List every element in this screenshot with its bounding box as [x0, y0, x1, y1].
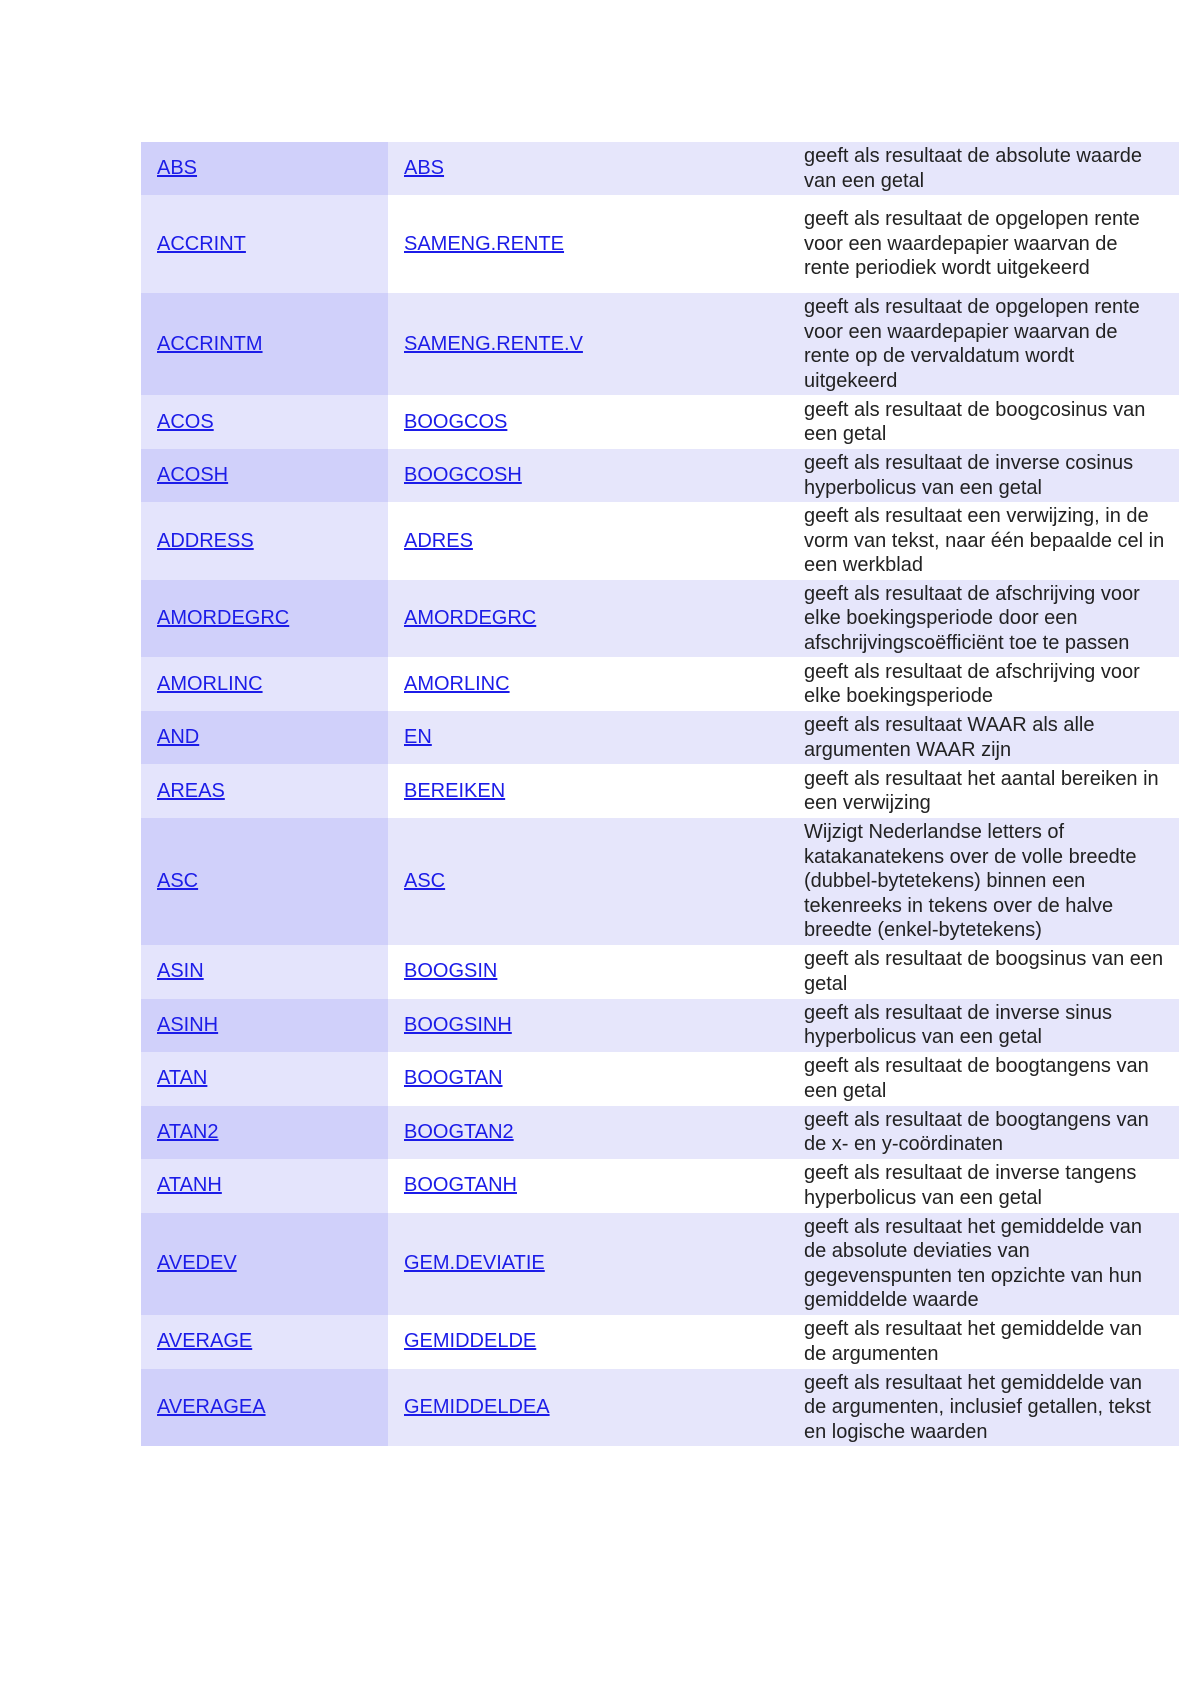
english-name-cell	[141, 195, 388, 293]
table-row	[141, 1106, 1179, 1159]
function-description: geeft als resultaat de absolute waarde van een getal	[804, 145, 1142, 192]
dutch-name-cell	[388, 580, 788, 658]
table-row	[141, 1213, 1179, 1315]
table-row	[141, 711, 1179, 764]
english-name-cell	[141, 818, 388, 945]
dutch-name-cell	[388, 1315, 788, 1369]
description-cell	[788, 657, 1179, 711]
description-cell	[788, 1052, 1179, 1106]
dutch-function-link[interactable]: BOOGTAN2	[404, 1120, 514, 1143]
dutch-function-link[interactable]: BOOGCOSH	[404, 464, 522, 487]
dutch-function-link[interactable]: ADRES	[404, 529, 473, 552]
english-function-link[interactable]: AVERAGE	[157, 1330, 253, 1353]
function-description: geeft als resultaat de boogtangens van de x- en y-coördinaten	[804, 1108, 1149, 1155]
dutch-function-link[interactable]: AMORDEGRC	[404, 607, 537, 629]
table-row	[141, 999, 1179, 1052]
english-name-cell	[141, 502, 388, 580]
dutch-function-link[interactable]: BOOGTAN	[404, 1067, 503, 1090]
english-name-cell	[141, 395, 388, 449]
table-row	[141, 1369, 1179, 1447]
function-description: Wijzigt Nederlandse letters of katakanatekens over de volle breedte (dubbel-bytetekens) binnen een tekenreeks in tekens over de halve breedte (enkel-bytetekens)	[804, 821, 1137, 941]
description-cell	[788, 1315, 1179, 1369]
dutch-function-link[interactable]: SAMENG.RENTE.V	[404, 332, 583, 355]
function-description: geeft als resultaat de inverse cosinus hyperbolicus van een getal	[804, 452, 1134, 499]
function-description: geeft als resultaat de boogsinus van een getal	[804, 948, 1164, 995]
function-description: geeft als resultaat de opgelopen rente voor een waardepapier waarvan de rente periodiek wordt uitgekeerd	[804, 208, 1140, 280]
description-cell	[788, 142, 1179, 195]
description-cell	[788, 580, 1179, 658]
table-row	[141, 142, 1179, 195]
description-cell	[788, 293, 1179, 395]
table-row	[141, 945, 1179, 999]
dutch-function-link[interactable]: GEMIDDELDE	[404, 1330, 537, 1353]
dutch-function-link[interactable]: BEREIKEN	[404, 779, 506, 802]
dutch-name-cell	[388, 818, 788, 945]
english-function-link[interactable]: ACCRINT	[157, 232, 246, 255]
table-row	[141, 580, 1179, 658]
english-function-link[interactable]: AND	[157, 726, 200, 749]
english-function-link[interactable]: AMORLINC	[157, 672, 263, 695]
english-name-cell	[141, 1213, 388, 1315]
dutch-function-link[interactable]: ABS	[404, 157, 445, 180]
function-description: geeft als resultaat een verwijzing, in de vorm van tekst, naar één bepaalde cel in een werkblad	[804, 505, 1165, 576]
dutch-name-cell	[388, 1369, 788, 1447]
english-function-link[interactable]: ADDRESS	[157, 529, 254, 552]
description-cell	[788, 945, 1179, 999]
english-name-cell	[141, 945, 388, 999]
description-cell	[788, 1369, 1179, 1447]
english-function-link[interactable]: AVERAGEA	[157, 1396, 266, 1418]
table-row	[141, 293, 1179, 395]
english-function-link[interactable]: AMORDEGRC	[157, 607, 290, 629]
dutch-name-cell	[388, 657, 788, 711]
description-cell	[788, 711, 1179, 764]
description-cell	[788, 1213, 1179, 1315]
english-name-cell	[141, 142, 388, 195]
english-function-link[interactable]: ACOSH	[157, 464, 229, 487]
description-cell	[788, 764, 1179, 818]
dutch-name-cell	[388, 945, 788, 999]
description-cell	[788, 195, 1179, 293]
dutch-function-link[interactable]: ASC	[404, 870, 446, 892]
description-cell	[788, 449, 1179, 502]
description-cell	[788, 818, 1179, 945]
dutch-function-link[interactable]: SAMENG.RENTE	[404, 232, 565, 255]
table-row	[141, 1159, 1179, 1213]
english-function-link[interactable]: ATAN2	[157, 1120, 219, 1143]
english-function-link[interactable]: ASC	[157, 870, 199, 892]
description-cell	[788, 395, 1179, 449]
dutch-name-cell	[388, 502, 788, 580]
english-name-cell	[141, 657, 388, 711]
table-row	[141, 818, 1179, 945]
dutch-function-link[interactable]: GEMIDDELDEA	[404, 1396, 550, 1418]
dutch-function-link[interactable]: BOOGSINH	[404, 1013, 512, 1036]
description-cell	[788, 1159, 1179, 1213]
function-description: geeft als resultaat de boogtangens van een getal	[804, 1055, 1149, 1102]
function-description: geeft als resultaat WAAR als alle argumenten WAAR zijn	[804, 714, 1095, 761]
table-row	[141, 449, 1179, 502]
english-name-cell	[141, 1369, 388, 1447]
function-description: geeft als resultaat het gemiddelde van de argumenten	[804, 1318, 1142, 1365]
function-description: geeft als resultaat de inverse sinus hyperbolicus van een getal	[804, 1001, 1112, 1048]
english-name-cell	[141, 580, 388, 658]
dutch-function-link[interactable]: BOOGSIN	[404, 960, 498, 983]
english-function-link[interactable]: ASINH	[157, 1013, 219, 1036]
dutch-name-cell	[388, 449, 788, 502]
function-description: geeft als resultaat het gemiddelde van de absolute deviaties van gegevenspunten ten opzichte van hun gemiddelde waarde	[804, 1215, 1143, 1311]
english-name-cell	[141, 1106, 388, 1159]
english-function-link[interactable]: ASIN	[157, 960, 204, 983]
table-row	[141, 1315, 1179, 1369]
function-table-body	[141, 142, 1179, 1446]
dutch-name-cell	[388, 1052, 788, 1106]
dutch-name-cell	[388, 195, 788, 293]
table-row	[141, 395, 1179, 449]
dutch-name-cell	[388, 999, 788, 1052]
dutch-name-cell	[388, 1106, 788, 1159]
english-function-link[interactable]: AREAS	[157, 779, 225, 802]
dutch-name-cell	[388, 142, 788, 195]
english-name-cell	[141, 1159, 388, 1213]
english-function-link[interactable]: AVEDEV	[157, 1252, 237, 1275]
english-name-cell	[141, 293, 388, 395]
function-description: geeft als resultaat het aantal bereiken in een verwijzing	[804, 767, 1159, 814]
dutch-name-cell	[388, 1213, 788, 1315]
table-row	[141, 195, 1179, 293]
dutch-name-cell	[388, 1159, 788, 1213]
function-description: geeft als resultaat de afschrijving voor elke boekingsperiode door een afschrijvingscoëfficiënt toe te passen	[804, 582, 1140, 654]
function-description: geeft als resultaat de boogcosinus van een getal	[804, 398, 1146, 445]
function-description: geeft als resultaat de afschrijving voor elke boekingsperiode	[804, 660, 1140, 707]
dutch-function-link[interactable]: AMORLINC	[404, 672, 510, 695]
english-function-link[interactable]: ATANH	[157, 1174, 222, 1197]
table-row	[141, 657, 1179, 711]
english-function-link[interactable]: ACOS	[157, 410, 214, 433]
dutch-function-link[interactable]: EN	[404, 726, 432, 749]
dutch-name-cell	[388, 395, 788, 449]
english-function-link[interactable]: ATAN	[157, 1067, 208, 1090]
dutch-function-link[interactable]: BOOGTANH	[404, 1174, 517, 1197]
dutch-name-cell	[388, 711, 788, 764]
dutch-function-link[interactable]: BOOGCOS	[404, 410, 508, 433]
function-description: geeft als resultaat de inverse tangens hyperbolicus van een getal	[804, 1162, 1137, 1209]
english-name-cell	[141, 449, 388, 502]
english-function-link[interactable]: ABS	[157, 157, 198, 180]
english-name-cell	[141, 1052, 388, 1106]
english-name-cell	[141, 999, 388, 1052]
dutch-name-cell	[388, 764, 788, 818]
table-row	[141, 1052, 1179, 1106]
function-description: geeft als resultaat het gemiddelde van de argumenten, inclusief getallen, tekst en logische waarden	[804, 1371, 1151, 1443]
english-name-cell	[141, 764, 388, 818]
function-table	[141, 142, 1179, 1446]
table-row	[141, 764, 1179, 818]
description-cell	[788, 502, 1179, 580]
description-cell	[788, 999, 1179, 1052]
dutch-function-link[interactable]: GEM.DEVIATIE	[404, 1252, 545, 1275]
description-cell	[788, 1106, 1179, 1159]
english-function-link[interactable]: ACCRINTM	[157, 332, 263, 355]
function-description: geeft als resultaat de opgelopen rente voor een waardepapier waarvan de rente op de vervaldatum wordt uitgekeerd	[804, 296, 1140, 392]
english-name-cell	[141, 1315, 388, 1369]
english-name-cell	[141, 711, 388, 764]
dutch-name-cell	[388, 293, 788, 395]
table-row	[141, 502, 1179, 580]
